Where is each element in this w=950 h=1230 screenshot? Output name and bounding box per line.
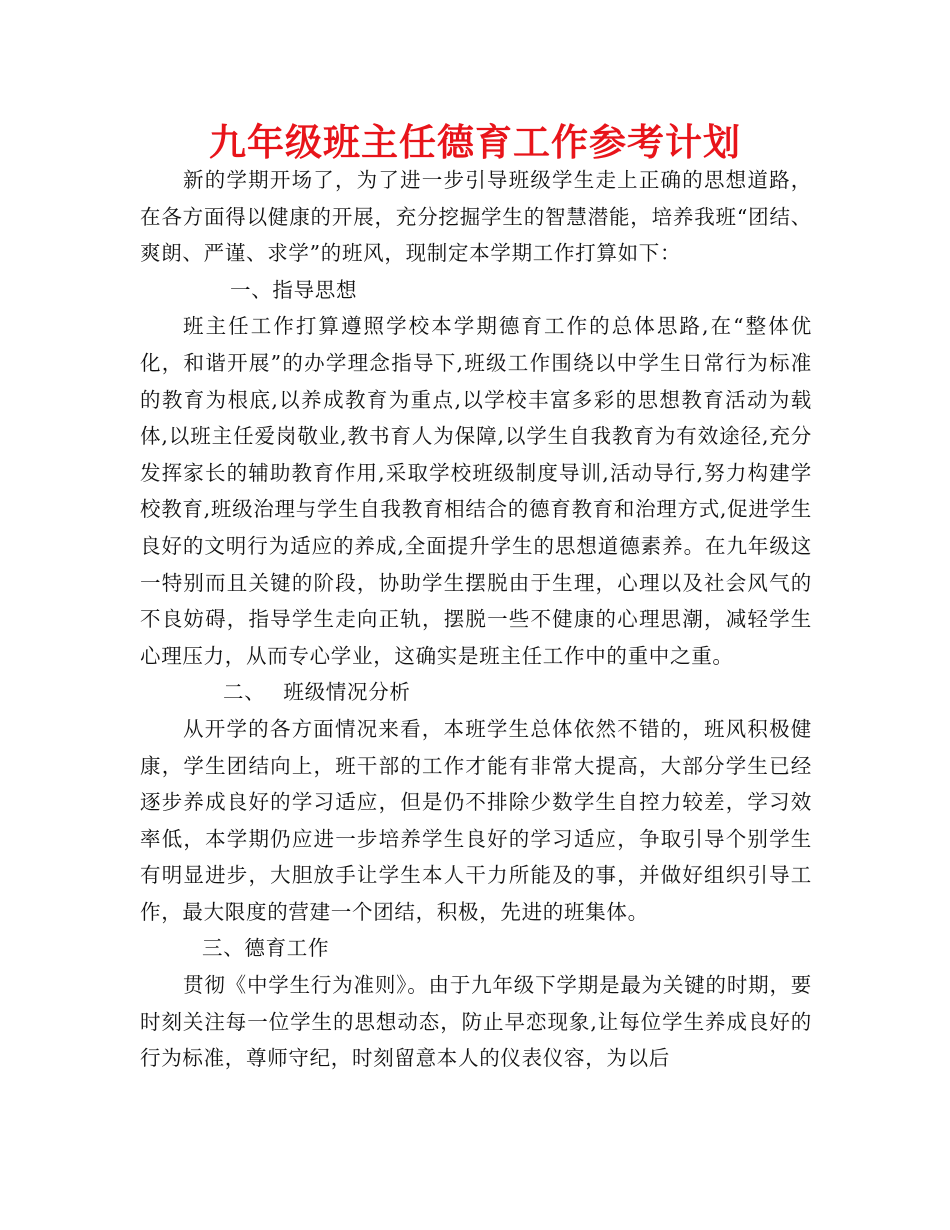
section-paragraph-3: 贯彻《中学生行为准则》。由于九年级下学期是最为关键的时期，要时刻关注每一位学生的思想动态，防止早恋现象,让每位学生养成良好的行为标准，尊师守纪，时刻留意本人的仪表仪容，为以后 [140,973,812,1071]
intro-paragraph: 新的学期开场了，为了进一步引导班级学生走上正确的思想道路，在各方面得以健康的开展，充分挖掘学生的智慧潜能，培养我班“团结、爽朗、严谨、求学”的班风，现制定本学期工作打算如下： [140,168,812,266]
section-heading-2-text: 班级情况分析 [283,680,411,705]
section-heading-2 [140,674,812,711]
section-paragraph-1: 班主任工作打算遵照学校本学期德育工作的总体思路,在“整体优化，和谐开展”的办学理念指导下,班级工作围绕以中学生日常行为标准的教育为根底,以养成教育为重点,以学校丰富多彩的思想教育活动为载体,以班主任爱岗敬业,教书育人为保障,以学生自我教育为有效途径,充分发挥家长的辅助教育作用,采取学校班级制度导训,活动导行,努力构建学校教育,班级治理与学生自我教育相结合的德育教育和治理方式,促进学生良好的文明行为适应的养成,全面提升学生的思想道德素养。在九年级这一特别而且关键的阶段，协助学生摆脱由于生理，心理以及社会风气的不良妨碍，指导学生走向正轨，摆脱一些不健康的心理思潮，减轻学生心理压力，从而专心学业，这确实是班主任工作中的重中之重。 [140,314,812,668]
section-paragraph-2: 从开学的各方面情况来看，本班学生总体依然不错的，班风积极健康，学生团结向上，班干部的工作才能有非常大提高，大部分学生已经逐步养成良好的学习适应，但是仍不排除少数学生自控力较差，学习效率低，本学期仍应进一步培养学生良好的学习适应，争取引导个别学生有明显进步，大胆放手让学生本人干力所能及的事，并做好组织引导工作，最大限度的营建一个团结，积极，先进的班集体。 [140,716,812,924]
document-body [140,162,812,1077]
section-heading-3: 三、德育工作 [202,936,330,961]
section-heading-1: 一、指导思想 [230,277,358,302]
section-heading-2-number: 二、 [223,680,266,705]
document-title: 九年级班主任德育工作参考计划 [209,121,741,164]
